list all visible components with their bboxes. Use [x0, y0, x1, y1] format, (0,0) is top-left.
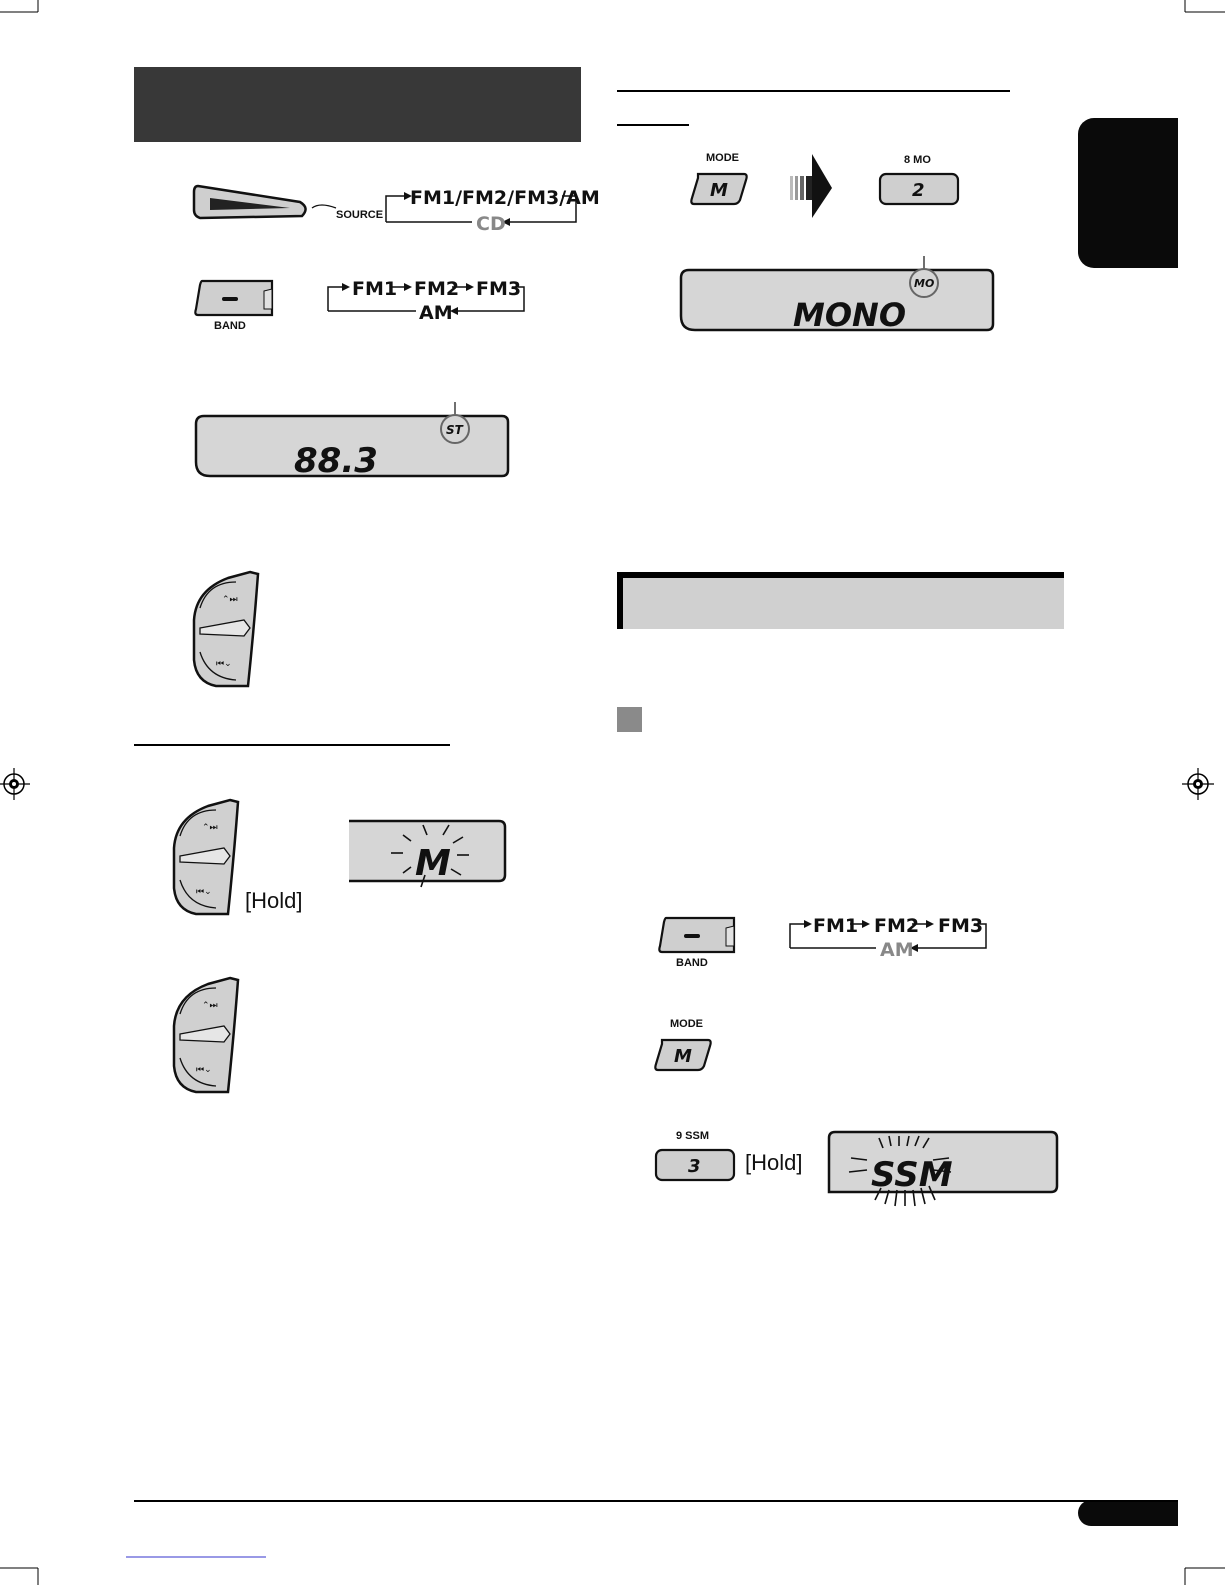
registration-mark-right	[1182, 768, 1214, 800]
ssm-label: 9 SSM	[676, 1130, 710, 1142]
seek-down-icon[interactable]: ⏮⌄	[196, 1065, 212, 1075]
seek-down-icon[interactable]: ⏮⌄	[196, 887, 212, 897]
band-fm2: FM2	[874, 915, 920, 937]
band-am: AM	[419, 302, 453, 324]
seek-up-icon[interactable]: ⌃⏭	[202, 823, 218, 833]
hold-label-container	[243, 886, 323, 916]
hold-label: [Hold]	[745, 1150, 803, 1175]
seek-up-icon[interactable]: ⌃⏭	[202, 1001, 218, 1011]
band-label: BAND	[676, 957, 708, 969]
frequency-display	[190, 400, 520, 490]
subsection-rule-left	[134, 744, 450, 746]
source-diagram	[190, 180, 600, 240]
page-number-pill	[1078, 1500, 1178, 1526]
ssm-button-diagram	[650, 1126, 810, 1186]
section-header-light	[617, 572, 1064, 629]
seek-down-icon[interactable]: ⏮⌄	[216, 659, 232, 669]
manual-indicator: M	[415, 843, 451, 884]
ssm-band-diagram	[654, 912, 1014, 972]
footer-rule	[134, 1500, 1178, 1502]
mono-mode-diagram	[680, 148, 1040, 228]
hold-label: [Hold]	[245, 888, 303, 913]
manual-indicator-display	[345, 815, 515, 895]
mono-indicator: MO	[914, 277, 935, 290]
band-fm3: FM3	[938, 915, 984, 937]
registration-mark-left	[0, 768, 30, 800]
seek-button-group[interactable]	[188, 568, 268, 693]
source-label: SOURCE	[336, 209, 384, 221]
arrow-right-icon	[790, 154, 832, 218]
subsection-rule-right-short	[617, 124, 689, 126]
ssm-button-label: 3	[688, 1156, 701, 1177]
frequency-readout: 88.3	[294, 441, 378, 481]
mono-display	[675, 254, 1005, 344]
ssm-mode-diagram	[650, 1014, 750, 1074]
seek-button-group-hold[interactable]	[168, 796, 248, 921]
subsection-rule-right-top	[617, 90, 1010, 92]
language-tab	[1078, 118, 1178, 268]
band-am: AM	[880, 939, 914, 961]
source-cycle-top: FM1/FM2/FM3/AM	[410, 187, 600, 209]
band-fm1: FM1	[352, 278, 398, 300]
ssm-display	[825, 1124, 1065, 1224]
source-cycle-bottom: CD	[476, 213, 506, 235]
band-diagram	[190, 275, 550, 335]
mode-button-label: M	[710, 180, 728, 201]
band-fm2: FM2	[414, 278, 460, 300]
seek-up-icon[interactable]: ⌃⏭	[222, 595, 238, 605]
mode-label: MODE	[706, 152, 739, 164]
band-label: BAND	[214, 320, 246, 332]
preset-label: 8 MO	[904, 154, 931, 166]
step-marker	[617, 707, 642, 732]
mode-label: MODE	[670, 1018, 703, 1030]
section-header-dark	[134, 67, 581, 142]
mode-button-label: M	[674, 1046, 692, 1067]
band-fm3: FM3	[476, 278, 522, 300]
seek-button-group-3[interactable]	[168, 974, 248, 1099]
stereo-indicator: ST	[446, 423, 463, 437]
mono-readout: MONO	[793, 296, 907, 334]
band-fm1: FM1	[813, 915, 859, 937]
ssm-readout: SSM	[871, 1155, 953, 1195]
preset-button-label: 2	[912, 180, 925, 201]
